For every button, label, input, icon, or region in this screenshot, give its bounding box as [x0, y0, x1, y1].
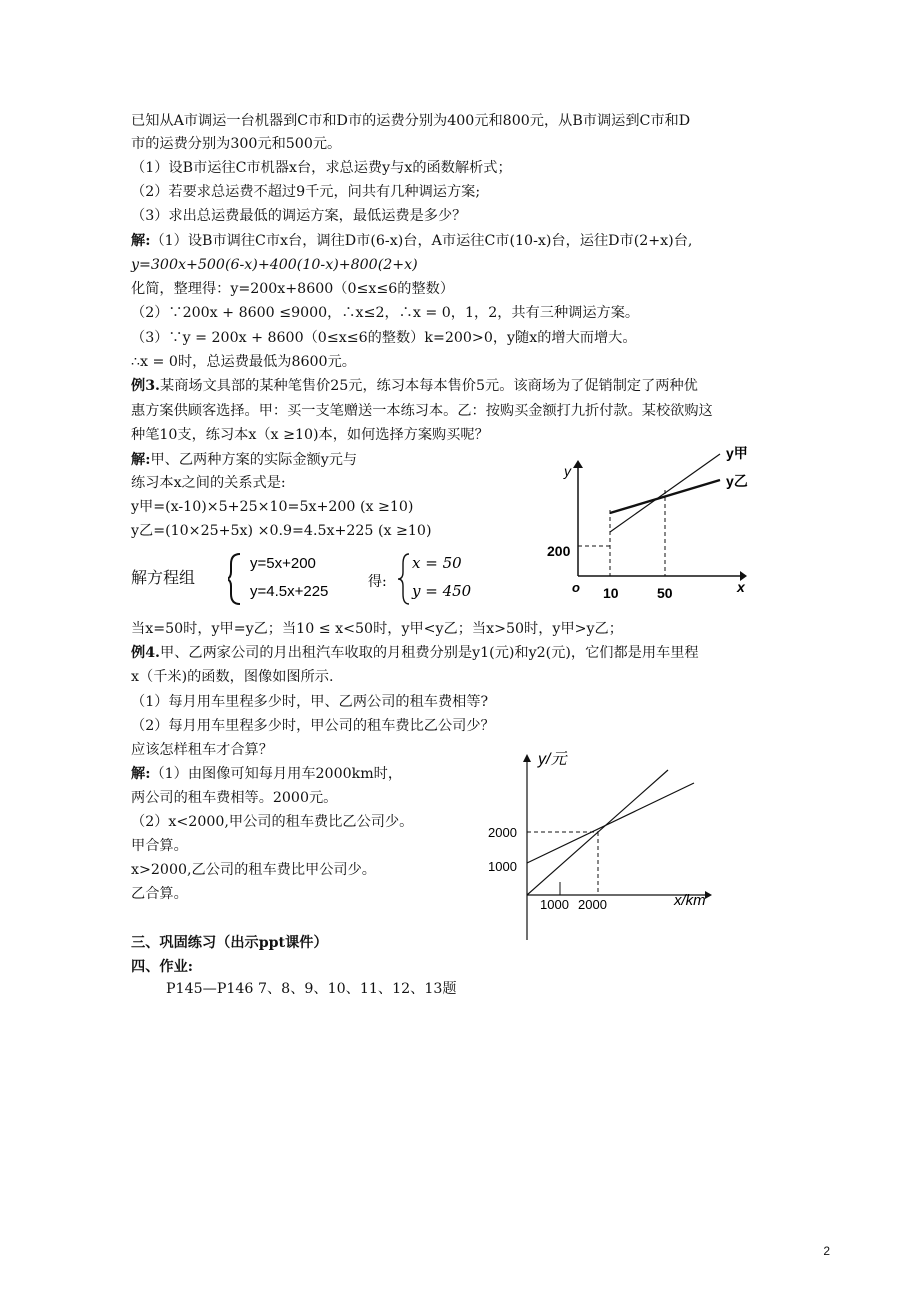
text-line: x（千米)的函数，图像如图所示. [131, 669, 334, 685]
text-line: ∴x = 0时，总运费最低为8600元。 [131, 354, 356, 370]
x-tick-1000: 1000 [540, 897, 569, 912]
formula-line: y乙=(10×25+5x) ×0.9=4.5x+225 (x ≥10) [131, 523, 432, 539]
solution-text: 甲、乙两种方案的实际金额y元与 [150, 452, 358, 468]
formula-line: y甲=(x-10)×5+25×10=5x+200 (x ≥10) [131, 499, 414, 515]
y-axis-arrow [573, 460, 583, 468]
text-line: 种笔10支，练习本x（x ≥10)本，如何选择方案购买呢？ [131, 427, 489, 443]
text-line: （3）∵y = 200x + 8600（0≤x≤6的整数）k=200>0，y随x的增大而增大。 [131, 330, 637, 346]
x-tick-50: 50 [657, 585, 673, 601]
text-line: 两公司的租车费相等。2000元。 [131, 790, 338, 806]
section-4-heading: 四、作业: [131, 959, 193, 975]
question-3: 应该怎样租车才合算？ [131, 742, 273, 758]
solution-line [131, 763, 402, 785]
y-axis-label: y [564, 463, 571, 479]
equation-2: y=4.5x+225 [250, 583, 329, 600]
homework-line: P145—P146 7、8、9、10、11、12、13题 [166, 981, 457, 997]
solution-text: （1）设B市调往C市x台，调往D市(6-x)台，A市运往C市(10-x)台，运往D市(2+x)台, [150, 233, 693, 249]
question-1: （1）每月用车里程多少时，甲、乙两公司的租车费相等? [131, 694, 489, 710]
text-line: 化简，整理得：y=200x+8600（0≤x≤6的整数） [131, 281, 455, 297]
text-line: （2）∵200x + 8600 ≤9000，∴x≤2，∴x = 0，1，2，共有三种调运方案。 [131, 305, 640, 321]
result-2: y = 450 [412, 582, 472, 600]
label-y-jia: y甲 [726, 445, 748, 461]
solution-label: 解: [131, 452, 151, 468]
right-brace [398, 554, 409, 604]
text-line: 惠方案供顾客选择。甲：买一支笔赠送一本练习本。乙：按购买金额打九折付款。某校欲购这 [131, 403, 713, 419]
example-3-line [131, 375, 698, 397]
label-y-yi: y乙 [726, 473, 748, 489]
solution-label: 解: [131, 233, 151, 249]
section-3-heading: 三、巩固练习（出示ppt课件） [131, 935, 328, 951]
solve-label: 解方程组 [131, 570, 196, 587]
example-3-label: 例3. [131, 378, 160, 394]
equation-1: y=5x+200 [250, 555, 316, 572]
question-2: （2）每月用车里程多少时，甲公司的租车费比乙公司少？ [131, 718, 495, 734]
text-line: 市的运费分别为300元和500元。 [131, 136, 342, 152]
result-1: x = 50 [412, 554, 462, 572]
question-3: （3）求出总运费最低的调运方案，最低运费是多少？ [131, 208, 467, 224]
text-line: （2）x<2000,甲公司的租车费比乙公司少。 [131, 814, 414, 830]
origin-label: o [572, 580, 580, 595]
series-line-yi [610, 480, 720, 513]
text-line: 乙合算。 [131, 886, 188, 902]
question-1: （1）设B市运往C市机器x台，求总运费y与x的函数解析式； [131, 160, 512, 176]
example-4-line [131, 642, 699, 664]
x-tick-10: 10 [603, 585, 619, 601]
formula-line: y=300x+500(6-x)+400(10-x)+800(2+x) [131, 257, 418, 273]
y-tick-200: 200 [547, 543, 571, 559]
text-line: x>2000,乙公司的租车费比甲公司少。 [131, 862, 376, 878]
solution-line [131, 230, 692, 252]
solution-text: （1）由图像可知每月用车2000km时， [150, 766, 403, 782]
conclusion-line: 当x=50时，y甲=y乙；当10 ≤ x<50时，y甲<y乙；当x>50时，y甲>y乙； [131, 621, 623, 637]
y-tick-1000: 1000 [488, 859, 517, 874]
left-brace [228, 554, 240, 604]
question-2: （2）若要求总运费不超过9千元，问共有几种调运方案; [131, 184, 481, 200]
x-axis-label: x/km [674, 892, 706, 909]
x-tick-2000: 2000 [578, 897, 607, 912]
get-label: 得: [368, 574, 387, 590]
solution-line [131, 449, 357, 471]
page-number: 2 [823, 1244, 830, 1258]
y-tick-2000: 2000 [488, 825, 517, 840]
text-line: 练习本x之间的关系式是: [131, 475, 286, 491]
y-axis-label: y/元 [538, 751, 567, 768]
y-axis-arrow [523, 754, 531, 762]
x-axis-label: x [737, 579, 745, 595]
example-4-label: 例4. [131, 645, 160, 661]
example-4-text: 甲、乙两家公司的月出租汽车收取的月租费分别是y1(元)和y2(元)，它们都是用车里程 [160, 645, 699, 661]
x-axis-arrow [705, 891, 712, 899]
chart-car-rental [480, 740, 730, 945]
example-3-text: 某商场文具部的某种笔售价25元，练习本每本售价5元。该商场为了促销制定了两种优 [160, 378, 698, 394]
chart-pen-plans [540, 440, 760, 610]
equation-system [228, 548, 488, 610]
text-line: 已知从A市调运一台机器到C市和D市的运费分别为400元和800元，从B市调运到C市和D [131, 113, 691, 129]
series-line-yi [527, 783, 694, 863]
solution-label: 解: [131, 766, 151, 782]
text-line: 甲合算。 [131, 838, 188, 854]
